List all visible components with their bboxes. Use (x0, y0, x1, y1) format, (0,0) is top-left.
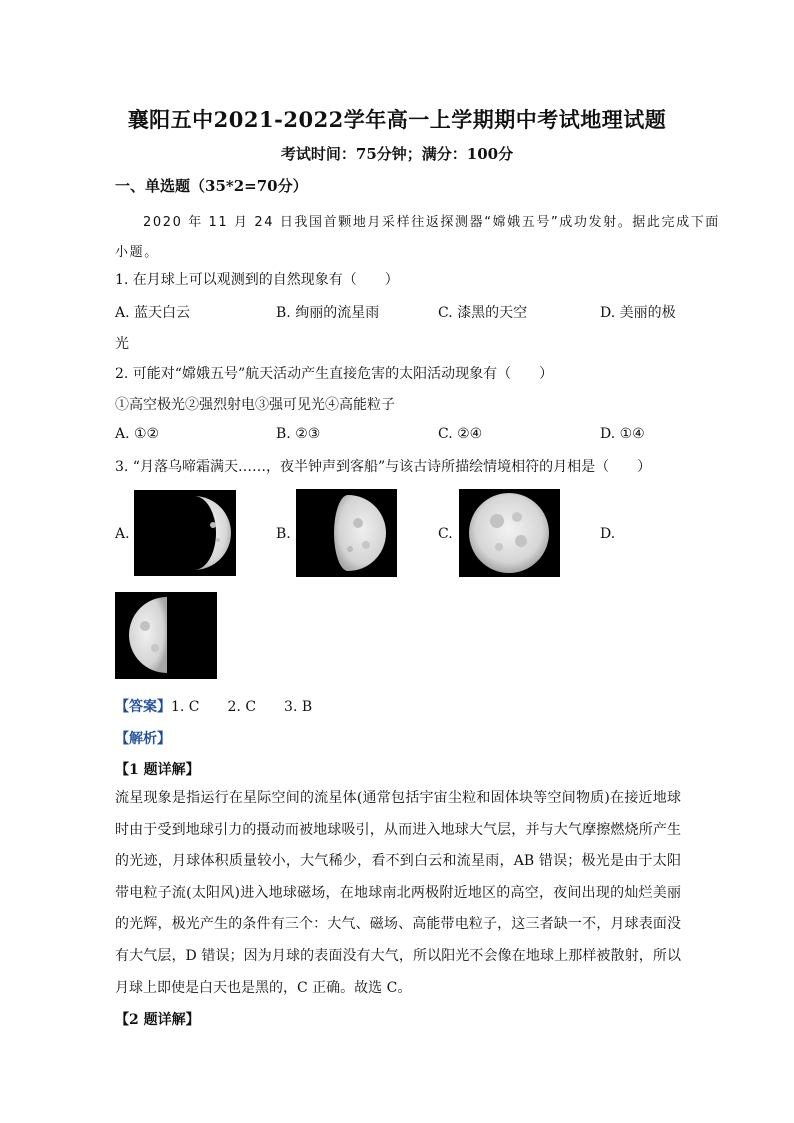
q3-label-b: B. (276, 526, 291, 542)
question-1-stem: 1. 在月球上可以观测到的自然现象有（ ） (115, 272, 399, 288)
q2-option-c: C. ②④ (438, 426, 483, 442)
intro-line-2: 小题。 (115, 245, 159, 260)
q1-option-b: B. 绚丽的流星雨 (276, 305, 380, 321)
q2-option-a: A. ①② (115, 426, 160, 442)
q3-label-a: A. (115, 526, 130, 542)
last-quarter-icon (115, 592, 217, 679)
answer-tag: 【答案】 (115, 699, 171, 715)
q2-option-d: D. ①④ (600, 426, 645, 442)
full-moon-icon (459, 489, 560, 577)
intro-line-1: 2020 年 11 月 24 日我国首颗地月采样往返探测器“嫦娥五号”成功发射。据此完成下面 (143, 215, 720, 230)
q1-option-d: D. 美丽的极 (600, 305, 676, 321)
section-heading: 一、单选题（35*2=70分） (115, 177, 308, 195)
q1-option-c: C. 漆黑的天空 (438, 305, 528, 321)
detail-2-heading: 【2 题详解】 (115, 1012, 200, 1028)
detail-1-heading: 【1 题详解】 (115, 762, 200, 778)
answer-text: 1. C 2. C 3. B (171, 699, 313, 715)
q1-option-a: A. 蓝天白云 (115, 305, 191, 321)
q1-option-d-wrap: 光 (115, 336, 129, 352)
answer-row (115, 696, 312, 716)
q2-option-b: B. ②③ (276, 426, 321, 442)
q3-label-d: D. (600, 526, 616, 542)
q3-label-c: C. (438, 526, 453, 542)
exam-info: 考试时间：75分钟；满分：100分 (280, 145, 514, 163)
waxing-gibbous-icon (296, 489, 397, 577)
waning-crescent-icon (134, 490, 236, 576)
question-2-items: ①高空极光②强烈射电③强可见光④高能粒子 (115, 397, 395, 413)
detail-1-body: 流星现象是指运行在星际空间的流星体(通常包括宇宙尘粒和固体块等空间物质)在接近地球时由于受到地球引力的摄动而被地球吸引，从而进入地球大气层，并与大气摩擦燃烧所产生的光迹，月球体积质量较小，大气稀少，看不到白云和流星雨，AB 错误；极光是由于太阳带电粒子流(太阳风)进入地球磁场，在地球南北两极附近地区的高空，夜间出现的灿烂美丽的光辉，极光产生的条件有三个：大气、磁场、高能带电粒子，这三者缺一不，月球表面没有大气层，D 错误；因为月球的表面没有大气，所以阳光不会像在地球上那样被散射，所以月球上即使是白天也是黑的，C 正确。故选 C。 (115, 790, 681, 996)
question-3-stem: 3. “月落乌啼霜满天……，夜半钟声到客船”与该古诗所描绘情境相符的月相是（ ） (115, 459, 652, 475)
page-title: 襄阳五中2021-2022学年高一上学期期中考试地理试题 (127, 107, 667, 132)
analysis-tag: 【解析】 (115, 731, 171, 747)
question-2-stem: 2. 可能对“嫦娥五号”航天活动产生直接危害的太阳活动现象有（ ） (115, 366, 554, 382)
